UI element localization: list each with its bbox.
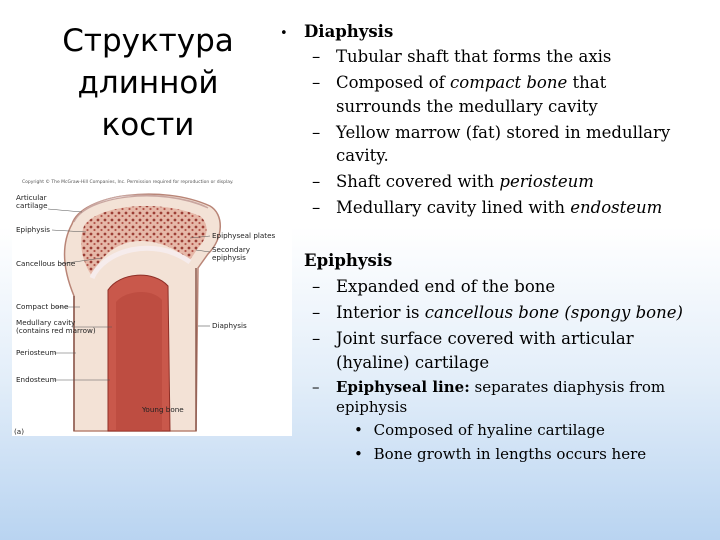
dash-mark: –	[312, 277, 321, 296]
label-articular: Articular	[16, 193, 47, 202]
title-line-1: Структура	[62, 23, 234, 59]
heading-diaphysis: Diaphysis	[304, 22, 394, 41]
heading-epiphysis: Epiphysis	[304, 251, 393, 270]
label-compact-bone: Compact bone	[16, 302, 69, 311]
dot-mark: •	[354, 445, 363, 463]
dash-mark: –	[312, 47, 321, 66]
label-epiphysis: Epiphysis	[16, 225, 50, 234]
dash-mark: –	[312, 378, 320, 396]
label-cartilage: cartilage	[16, 201, 48, 210]
bone-illustration	[12, 176, 292, 436]
figure-copyright: Copyright © The McGraw-Hill Companies, Inc. Permission required for reproduction or display.	[22, 180, 234, 185]
label-cancellous-bone: Cancellous bone	[16, 259, 76, 268]
dash-mark: –	[312, 73, 321, 92]
epiphysis-item-4-cont: epiphysis	[336, 398, 408, 416]
bullet-diaphysis: •	[280, 26, 288, 41]
dash-mark: –	[312, 329, 321, 348]
label-periosteum: Periosteum	[16, 348, 57, 357]
title-line-3: кости	[101, 107, 195, 143]
dash-mark: –	[312, 198, 321, 217]
diaphysis-item-3-cont: cavity.	[336, 146, 389, 165]
epiphysis-subitem-2: • Bone growth in lengths occurs here	[354, 445, 647, 463]
label-medullary-note: (contains red marrow)	[16, 326, 96, 335]
dot-mark: •	[354, 421, 363, 439]
label-young-bone: Young bone	[142, 405, 184, 414]
label-panel-a: (a)	[14, 427, 25, 436]
diaphysis-item-2-cont: surrounds the medullary cavity	[336, 97, 598, 116]
label-secondary-epiphysis: epiphysis	[212, 253, 246, 262]
epiphysis-subitem-1: • Composed of hyaline cartilage	[354, 421, 605, 439]
title-line-2: длинной	[77, 65, 219, 101]
slide-title	[58, 20, 238, 146]
label-diaphysis: Diaphysis	[212, 321, 247, 330]
label-endosteum: Endosteum	[16, 375, 57, 384]
label-secondary: Secondary	[212, 245, 251, 254]
dash-mark: –	[312, 303, 321, 322]
dash-mark: –	[312, 123, 321, 142]
dash-mark: –	[312, 172, 321, 191]
epiphysis-item-3-cont: (hyaline) cartilage	[336, 353, 490, 372]
label-epiphyseal-plates: Epiphyseal plates	[212, 231, 276, 240]
label-medullary-cavity: Medullary cavity	[16, 318, 76, 327]
